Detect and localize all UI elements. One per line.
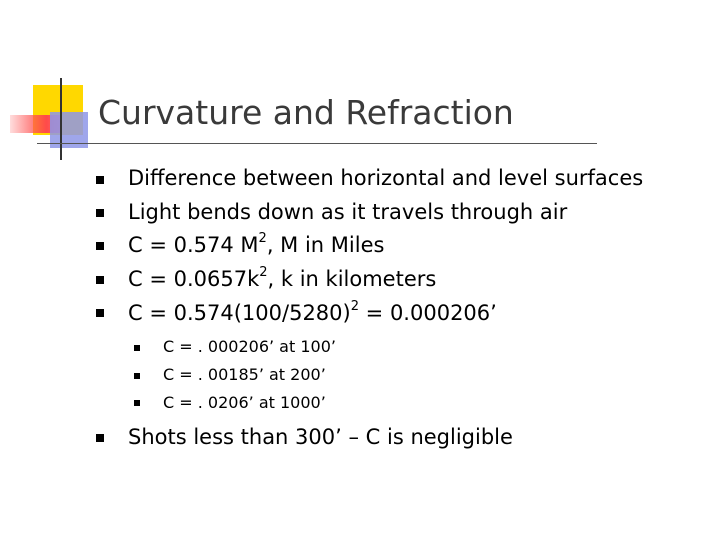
bullet-text: = 0.000206’: [359, 301, 497, 325]
bullet-text: , M in Miles: [266, 233, 385, 257]
superscript: 2: [350, 299, 359, 315]
logo-vertical-line: [60, 78, 62, 160]
bullet-text: C = 0.574(100/5280): [128, 301, 351, 325]
bullet-marker: [96, 309, 104, 317]
slide-title: Curvature and Refraction: [98, 93, 514, 132]
bullet-text: C = 0.574 M: [128, 233, 259, 257]
sub-bullet-item: C = . 00185’ at 200’: [163, 365, 326, 384]
sub-bullet-marker: [134, 373, 140, 379]
bullet-item: Light bends down as it travels through air: [128, 200, 568, 224]
bullet-marker: [96, 242, 104, 250]
title-underline: [37, 143, 597, 144]
bullet-item: Shots less than 300’ – C is negligible: [128, 425, 513, 449]
bullet-text: C = 0.0657k: [128, 267, 260, 291]
sub-bullet-marker: [134, 345, 140, 351]
sub-bullet-marker: [134, 400, 140, 406]
bullet-item: [128, 266, 436, 292]
bullet-item: Difference between horizontal and level surfaces: [128, 166, 644, 190]
sub-bullet-item: C = . 000206’ at 100’: [163, 337, 336, 356]
bullet-marker: [96, 176, 104, 184]
decorative-logo: [0, 0, 110, 170]
bullet-marker: [96, 276, 104, 284]
superscript: 2: [259, 265, 268, 281]
bullet-marker: [96, 434, 104, 442]
superscript: 2: [258, 231, 267, 247]
bullet-item: [128, 232, 384, 258]
bullet-marker: [96, 209, 104, 217]
bullet-text: , k in kilometers: [267, 267, 437, 291]
sub-bullet-item: C = . 0206’ at 1000’: [163, 393, 326, 412]
bullet-item: [128, 300, 497, 326]
